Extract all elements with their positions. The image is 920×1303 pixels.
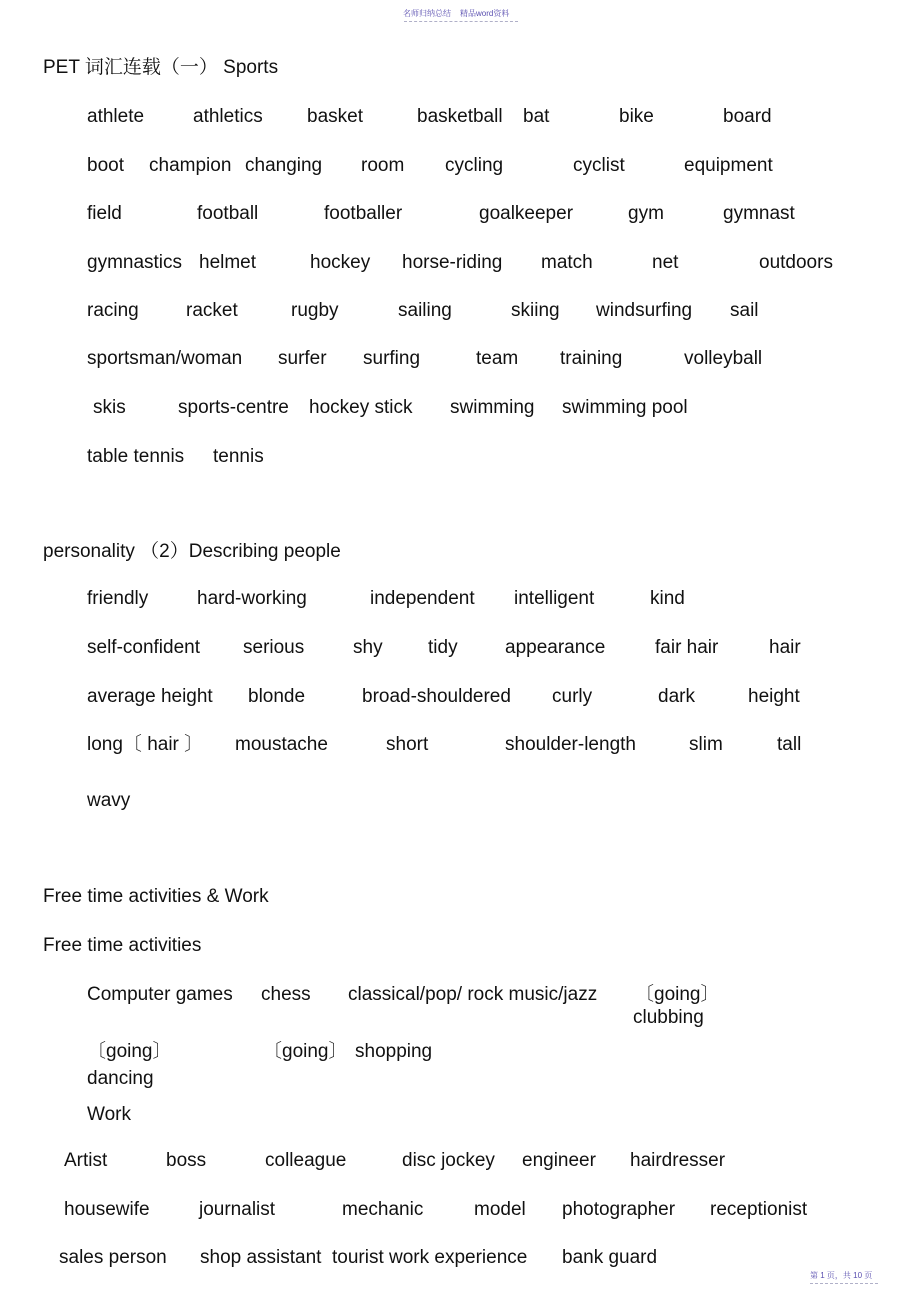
word: serious: [243, 637, 305, 658]
word: self-confident: [87, 637, 201, 658]
word: fair hair: [655, 637, 719, 658]
word: sales person: [59, 1247, 167, 1268]
word: dark: [658, 686, 695, 707]
word: clubbing: [633, 1007, 704, 1028]
word: Computer games: [87, 984, 233, 1005]
word: surfing: [363, 348, 421, 369]
word: basketball: [417, 106, 503, 127]
word: hard-working: [197, 588, 307, 609]
word: blonde: [248, 686, 306, 707]
word: outdoors: [759, 252, 833, 273]
footer-page-info: 第 1 页，共 10 页: [810, 1271, 873, 1280]
word: board: [723, 106, 772, 127]
word: kind: [650, 588, 685, 609]
word: sail: [730, 300, 759, 321]
word: engineer: [522, 1150, 596, 1171]
word: boot: [87, 155, 124, 176]
word: helmet: [199, 252, 257, 273]
word: hairdresser: [630, 1150, 726, 1171]
word: chess: [261, 984, 311, 1005]
word: wavy: [87, 790, 131, 811]
word: swimming pool: [562, 397, 688, 418]
word: receptionist: [710, 1199, 808, 1220]
word: rugby: [291, 300, 339, 321]
word: equipment: [684, 155, 773, 176]
word: bike: [619, 106, 654, 127]
section-title-people: personality （2）Describing people: [43, 541, 341, 562]
section-title-free-time-work: Free time activities & Work: [43, 886, 269, 907]
word: boss: [166, 1150, 207, 1171]
word: disc jockey: [402, 1150, 495, 1171]
subheading-free-time: Free time activities: [43, 935, 202, 956]
word: average height: [87, 686, 213, 707]
word: height: [748, 686, 800, 707]
word: mechanic: [342, 1199, 424, 1220]
word: cycling: [445, 155, 504, 176]
word: work experience: [389, 1247, 528, 1268]
word: Artist: [64, 1150, 108, 1171]
word: tall: [777, 734, 802, 755]
word: gymnastics: [87, 252, 183, 273]
word: windsurfing: [596, 300, 693, 321]
word: friendly: [87, 588, 149, 609]
subheading-work: Work: [87, 1104, 131, 1125]
word: goalkeeper: [479, 203, 574, 224]
word: broad-shouldered: [362, 686, 511, 707]
word: sportsman/woman: [87, 348, 243, 369]
word: shop assistant: [200, 1247, 322, 1268]
word: long〔 hair 〕: [87, 734, 204, 755]
word: volleyball: [684, 348, 763, 369]
word: hockey stick: [309, 397, 413, 418]
section-title-sports: PET 词汇连载（一） Sports: [43, 57, 279, 78]
word: dancing: [87, 1068, 154, 1089]
word: slim: [689, 734, 723, 755]
footer-divider: [810, 1283, 878, 1284]
word: gym: [628, 203, 664, 224]
word: 〔going〕: [87, 1041, 172, 1062]
word: colleague: [265, 1150, 347, 1171]
word: surfer: [278, 348, 327, 369]
word: 〔going〕: [635, 984, 720, 1005]
word: curly: [552, 686, 593, 707]
word: bank guard: [562, 1247, 658, 1268]
word: shy: [353, 637, 383, 658]
word: model: [474, 1199, 526, 1220]
word: journalist: [199, 1199, 276, 1220]
word: sports-centre: [178, 397, 289, 418]
word: field: [87, 203, 122, 224]
word: training: [560, 348, 623, 369]
word: moustache: [235, 734, 328, 755]
header-divider: [404, 21, 518, 22]
word: tennis: [213, 446, 264, 467]
word: racket: [186, 300, 238, 321]
word: basket: [307, 106, 363, 127]
header-left-note: 名师归纳总结: [403, 9, 451, 18]
word: tidy: [428, 637, 458, 658]
word: photographer: [562, 1199, 676, 1220]
word: sailing: [398, 300, 452, 321]
word: gymnast: [723, 203, 795, 224]
word: hockey: [310, 252, 371, 273]
word: skiing: [511, 300, 560, 321]
word: tourist: [332, 1247, 384, 1268]
word: appearance: [505, 637, 606, 658]
word: swimming: [450, 397, 535, 418]
word: athlete: [87, 106, 145, 127]
word: shopping: [355, 1041, 433, 1062]
word: independent: [370, 588, 475, 609]
header-right-note: 精品word资料: [460, 9, 510, 18]
word: champion: [149, 155, 232, 176]
word: table tennis: [87, 446, 185, 467]
word: cyclist: [573, 155, 625, 176]
word: athletics: [193, 106, 263, 127]
word: room: [361, 155, 405, 176]
word: match: [541, 252, 593, 273]
word: team: [476, 348, 519, 369]
word: hair: [769, 637, 801, 658]
word: horse-riding: [402, 252, 503, 273]
word: football: [197, 203, 259, 224]
word: short: [386, 734, 429, 755]
word: shoulder-length: [505, 734, 636, 755]
word: intelligent: [514, 588, 595, 609]
word: housewife: [64, 1199, 150, 1220]
word: skis: [93, 397, 126, 418]
word: net: [652, 252, 679, 273]
word: 〔going〕: [263, 1041, 348, 1062]
word: classical/pop/ rock music/jazz: [348, 984, 598, 1005]
word: footballer: [324, 203, 403, 224]
word: racing: [87, 300, 139, 321]
word: bat: [523, 106, 550, 127]
word: changing: [245, 155, 323, 176]
